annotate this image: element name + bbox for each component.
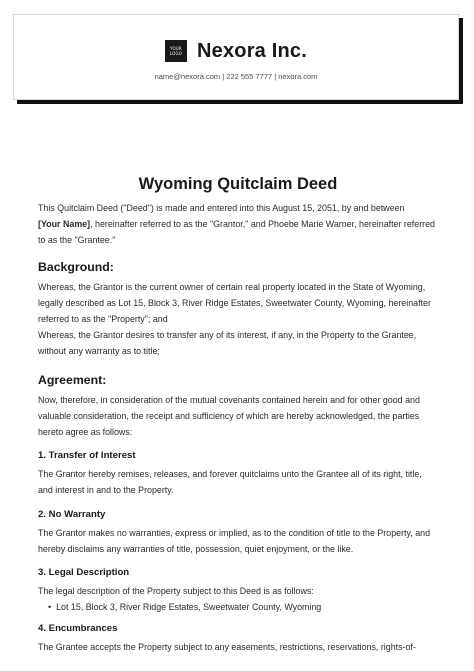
- background-heading: Background:: [38, 259, 114, 274]
- section-3-heading: 3. Legal Description: [38, 567, 130, 579]
- background-paragraph-2: Whereas, the Grantor desires to transfer any of its interest, if any, in the Property to the Grantee, without any warranty as to title;: [38, 330, 417, 357]
- logo-text-line1: YOUR: [170, 46, 182, 51]
- company-name: Nexora Inc.: [196, 39, 308, 62]
- section-4-heading: 4. Encumbrances: [38, 623, 118, 635]
- intro-paragraph: [38, 200, 438, 249]
- logo-text-line2: LOGO: [169, 51, 183, 56]
- company-logo: [165, 40, 187, 62]
- intro-text-part2: , hereinafter referred to as the "Grantor," and Phoebe Marie Warner, hereinafter referred to as the "Grantee.": [38, 219, 435, 246]
- section-3-text: The legal description of the Property subject to this Deed is as follows:: [38, 586, 314, 597]
- letterhead-card: [13, 14, 459, 100]
- brand-row: [14, 38, 458, 64]
- section-4-text: The Grantee accepts the Property subject to any easements, restrictions, reservations, rights-of-: [38, 642, 416, 653]
- legal-description-list: [38, 599, 438, 615]
- agreement-paragraph: Now, therefore, in consideration of the mutual covenants contained herein and for other good and valuable consideration, the receipt and sufficiency of which are hereby acknowledged, the parties hereto agree as follows:: [38, 394, 420, 438]
- section-2-text: The Grantor makes no warranties, express or implied, as to the condition of title to the Property, and hereby disclaims any warranties of title, possession, quiet enjoyment, or the like.: [38, 527, 431, 554]
- section-1-heading: 1. Transfer of Interest: [38, 450, 136, 462]
- contact-info: name@nexora.com | 222 555 7777 | nexora.com: [154, 72, 318, 81]
- letterhead: [13, 14, 461, 102]
- document-title: Wyoming Quitclaim Deed: [138, 175, 338, 193]
- agreement-heading: Agreement:: [38, 372, 107, 387]
- intro-text-part1: This Quitclaim Deed ("Deed") is made and entered into this August 15, 2051, by and between: [38, 203, 405, 213]
- grantor-placeholder: [Your Name]: [38, 219, 91, 230]
- background-paragraph-1: Whereas, the Grantor is the current owner of certain real property located in the State of Wyoming, legally described as Lot 15, Block 3, River Ridge Estates, Sweetwater County, Wyoming, hereinafter referred to as the "Property"; and: [38, 281, 431, 325]
- legal-description-item: • Lot 15, Block 3, River Ridge Estates, Sweetwater County, Wyoming: [48, 599, 438, 615]
- section-1-text: The Grantor hereby remises, releases, and forever quitclaims unto the Grantee all of its right, title, and interest in and to the Property.: [38, 469, 422, 496]
- document-body: [38, 175, 438, 655]
- section-2-heading: 2. No Warranty: [38, 508, 106, 520]
